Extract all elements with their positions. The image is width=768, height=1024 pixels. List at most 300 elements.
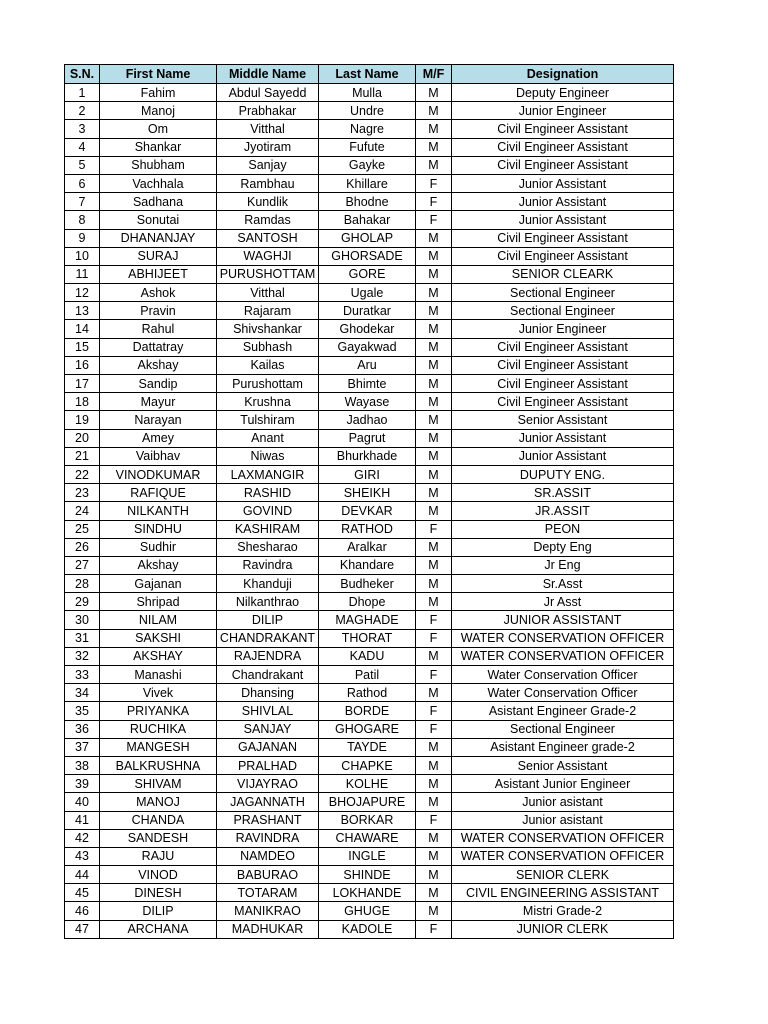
cell-last-name: KADOLE: [319, 920, 416, 938]
table-row: [65, 756, 674, 774]
cell-last-name: BORDE: [319, 702, 416, 720]
cell-sn: 43: [65, 847, 100, 865]
cell-gender: M: [416, 866, 452, 884]
cell-last-name: Gayakwad: [319, 338, 416, 356]
cell-gender: M: [416, 484, 452, 502]
cell-designation: Junior Engineer: [452, 102, 674, 120]
cell-middle-name: VIJAYRAO: [217, 775, 319, 793]
cell-designation: SENIOR CLERK: [452, 866, 674, 884]
cell-first-name: NILAM: [100, 611, 217, 629]
cell-gender: M: [416, 411, 452, 429]
cell-gender: M: [416, 793, 452, 811]
table-row: [65, 338, 674, 356]
cell-last-name: Khillare: [319, 174, 416, 192]
cell-gender: F: [416, 629, 452, 647]
cell-designation: Sectional Engineer: [452, 284, 674, 302]
cell-first-name: Narayan: [100, 411, 217, 429]
cell-sn: 16: [65, 356, 100, 374]
cell-first-name: RAJU: [100, 847, 217, 865]
cell-middle-name: Subhash: [217, 338, 319, 356]
cell-gender: M: [416, 756, 452, 774]
cell-gender: M: [416, 575, 452, 593]
cell-last-name: Jadhao: [319, 411, 416, 429]
header-middle-name: Middle Name: [217, 65, 319, 84]
cell-designation: Asistant Engineer grade-2: [452, 738, 674, 756]
cell-gender: F: [416, 666, 452, 684]
cell-middle-name: Chandrakant: [217, 666, 319, 684]
cell-gender: F: [416, 520, 452, 538]
cell-sn: 46: [65, 902, 100, 920]
table-row: [65, 320, 674, 338]
table-row: [65, 302, 674, 320]
table-row: [65, 138, 674, 156]
cell-designation: Water Conservation Officer: [452, 684, 674, 702]
cell-gender: M: [416, 320, 452, 338]
cell-middle-name: Dhansing: [217, 684, 319, 702]
table-row: [65, 902, 674, 920]
table-row: [65, 684, 674, 702]
cell-gender: M: [416, 356, 452, 374]
cell-first-name: MANGESH: [100, 738, 217, 756]
cell-gender: M: [416, 738, 452, 756]
cell-first-name: Dattatray: [100, 338, 217, 356]
cell-designation: Junior Assistant: [452, 174, 674, 192]
cell-sn: 45: [65, 884, 100, 902]
cell-middle-name: JAGANNATH: [217, 793, 319, 811]
cell-last-name: Fufute: [319, 138, 416, 156]
cell-designation: PEON: [452, 520, 674, 538]
cell-gender: M: [416, 829, 452, 847]
table-row: [65, 611, 674, 629]
cell-gender: M: [416, 138, 452, 156]
cell-last-name: SHEIKH: [319, 484, 416, 502]
cell-middle-name: WAGHJI: [217, 247, 319, 265]
cell-gender: M: [416, 502, 452, 520]
cell-last-name: Aralkar: [319, 538, 416, 556]
cell-gender: M: [416, 338, 452, 356]
cell-gender: F: [416, 811, 452, 829]
cell-first-name: Fahim: [100, 84, 217, 102]
table-row: [65, 447, 674, 465]
cell-sn: 28: [65, 575, 100, 593]
cell-gender: M: [416, 684, 452, 702]
table-row: [65, 356, 674, 374]
cell-sn: 20: [65, 429, 100, 447]
cell-first-name: Akshay: [100, 556, 217, 574]
cell-last-name: RATHOD: [319, 520, 416, 538]
cell-first-name: Pravin: [100, 302, 217, 320]
cell-sn: 25: [65, 520, 100, 538]
table-row: [65, 666, 674, 684]
cell-middle-name: MADHUKAR: [217, 920, 319, 938]
cell-middle-name: PRASHANT: [217, 811, 319, 829]
table-row: [65, 465, 674, 483]
table-row: [65, 793, 674, 811]
cell-middle-name: RAVINDRA: [217, 829, 319, 847]
cell-designation: Civil Engineer Assistant: [452, 375, 674, 393]
cell-gender: M: [416, 447, 452, 465]
cell-sn: 6: [65, 174, 100, 192]
cell-last-name: Bhimte: [319, 375, 416, 393]
cell-gender: M: [416, 156, 452, 174]
cell-last-name: INGLE: [319, 847, 416, 865]
table-row: [65, 102, 674, 120]
cell-middle-name: PURUSHOTTAM: [217, 265, 319, 283]
table-row: [65, 811, 674, 829]
table-row: [65, 720, 674, 738]
cell-middle-name: CHANDRAKANT: [217, 629, 319, 647]
table-row: [65, 375, 674, 393]
table-row: [65, 520, 674, 538]
cell-sn: 14: [65, 320, 100, 338]
cell-middle-name: Purushottam: [217, 375, 319, 393]
cell-first-name: Rahul: [100, 320, 217, 338]
table-row: [65, 156, 674, 174]
cell-last-name: Bahakar: [319, 211, 416, 229]
cell-last-name: DEVKAR: [319, 502, 416, 520]
cell-middle-name: Shesharao: [217, 538, 319, 556]
cell-middle-name: Vitthal: [217, 284, 319, 302]
cell-designation: Junior Assistant: [452, 447, 674, 465]
cell-sn: 41: [65, 811, 100, 829]
cell-middle-name: BABURAO: [217, 866, 319, 884]
cell-designation: Asistant Junior Engineer: [452, 775, 674, 793]
header-sn: S.N.: [65, 65, 100, 84]
table-body: [65, 84, 674, 939]
cell-first-name: SINDHU: [100, 520, 217, 538]
cell-designation: Junior Assistant: [452, 211, 674, 229]
table-row: [65, 265, 674, 283]
cell-middle-name: Ravindra: [217, 556, 319, 574]
staff-table: [64, 64, 674, 939]
cell-designation: SR.ASSIT: [452, 484, 674, 502]
table-row: [65, 556, 674, 574]
cell-sn: 36: [65, 720, 100, 738]
cell-last-name: Nagre: [319, 120, 416, 138]
cell-last-name: Gayke: [319, 156, 416, 174]
header-first-name: First Name: [100, 65, 217, 84]
cell-designation: Civil Engineer Assistant: [452, 247, 674, 265]
cell-last-name: Wayase: [319, 393, 416, 411]
cell-middle-name: Anant: [217, 429, 319, 447]
table-row: [65, 629, 674, 647]
cell-sn: 3: [65, 120, 100, 138]
cell-designation: CIVIL ENGINEERING ASSISTANT: [452, 884, 674, 902]
cell-sn: 2: [65, 102, 100, 120]
cell-last-name: Bhodne: [319, 193, 416, 211]
table-row: [65, 502, 674, 520]
cell-last-name: Ghodekar: [319, 320, 416, 338]
cell-designation: SENIOR CLEARK: [452, 265, 674, 283]
cell-middle-name: Abdul Sayedd: [217, 84, 319, 102]
cell-middle-name: KASHIRAM: [217, 520, 319, 538]
cell-first-name: Vaibhav: [100, 447, 217, 465]
table-row: [65, 920, 674, 938]
cell-middle-name: MANIKRAO: [217, 902, 319, 920]
cell-first-name: VINODKUMAR: [100, 465, 217, 483]
cell-middle-name: Niwas: [217, 447, 319, 465]
cell-designation: Civil Engineer Assistant: [452, 393, 674, 411]
cell-middle-name: TOTARAM: [217, 884, 319, 902]
cell-first-name: VINOD: [100, 866, 217, 884]
cell-designation: WATER CONSERVATION OFFICER: [452, 829, 674, 847]
cell-sn: 33: [65, 666, 100, 684]
cell-last-name: THORAT: [319, 629, 416, 647]
cell-sn: 23: [65, 484, 100, 502]
cell-first-name: SAKSHI: [100, 629, 217, 647]
cell-last-name: Aru: [319, 356, 416, 374]
cell-sn: 38: [65, 756, 100, 774]
cell-middle-name: Jyotiram: [217, 138, 319, 156]
cell-first-name: BALKRUSHNA: [100, 756, 217, 774]
cell-sn: 39: [65, 775, 100, 793]
table-row: [65, 229, 674, 247]
cell-sn: 18: [65, 393, 100, 411]
cell-sn: 31: [65, 629, 100, 647]
cell-last-name: Undre: [319, 102, 416, 120]
cell-designation: Mistri Grade-2: [452, 902, 674, 920]
cell-first-name: Ashok: [100, 284, 217, 302]
cell-designation: Jr Eng: [452, 556, 674, 574]
cell-designation: Sectional Engineer: [452, 720, 674, 738]
cell-last-name: Khandare: [319, 556, 416, 574]
cell-sn: 47: [65, 920, 100, 938]
cell-gender: M: [416, 375, 452, 393]
cell-middle-name: Rajaram: [217, 302, 319, 320]
cell-gender: M: [416, 465, 452, 483]
cell-sn: 22: [65, 465, 100, 483]
cell-last-name: CHAPKE: [319, 756, 416, 774]
cell-first-name: Manoj: [100, 102, 217, 120]
table-row: [65, 84, 674, 102]
header-row: [65, 65, 674, 84]
header-designation: Designation: [452, 65, 674, 84]
cell-first-name: Shubham: [100, 156, 217, 174]
cell-last-name: Pagrut: [319, 429, 416, 447]
cell-first-name: Shripad: [100, 593, 217, 611]
cell-last-name: CHAWARE: [319, 829, 416, 847]
cell-middle-name: GOVIND: [217, 502, 319, 520]
cell-first-name: RUCHIKA: [100, 720, 217, 738]
cell-gender: M: [416, 429, 452, 447]
cell-first-name: ARCHANA: [100, 920, 217, 938]
cell-gender: F: [416, 211, 452, 229]
cell-designation: JUNIOR ASSISTANT: [452, 611, 674, 629]
cell-middle-name: RASHID: [217, 484, 319, 502]
cell-sn: 1: [65, 84, 100, 102]
cell-middle-name: Prabhakar: [217, 102, 319, 120]
cell-first-name: AKSHAY: [100, 647, 217, 665]
cell-designation: Civil Engineer Assistant: [452, 156, 674, 174]
cell-first-name: Sudhir: [100, 538, 217, 556]
cell-designation: Asistant Engineer Grade-2: [452, 702, 674, 720]
cell-middle-name: Shivshankar: [217, 320, 319, 338]
cell-designation: Civil Engineer Assistant: [452, 120, 674, 138]
cell-sn: 27: [65, 556, 100, 574]
cell-first-name: Om: [100, 120, 217, 138]
cell-first-name: Sadhana: [100, 193, 217, 211]
table-row: [65, 593, 674, 611]
cell-designation: Junior Assistant: [452, 429, 674, 447]
header-last-name: Last Name: [319, 65, 416, 84]
cell-gender: M: [416, 84, 452, 102]
cell-designation: WATER CONSERVATION OFFICER: [452, 647, 674, 665]
table-row: [65, 174, 674, 192]
cell-gender: M: [416, 647, 452, 665]
cell-gender: F: [416, 611, 452, 629]
cell-gender: M: [416, 393, 452, 411]
table-row: [65, 702, 674, 720]
cell-last-name: Patil: [319, 666, 416, 684]
table-row: [65, 484, 674, 502]
table-row: [65, 247, 674, 265]
cell-designation: Junior asistant: [452, 793, 674, 811]
table-row: [65, 575, 674, 593]
cell-middle-name: Ramdas: [217, 211, 319, 229]
table-row: [65, 411, 674, 429]
cell-middle-name: Tulshiram: [217, 411, 319, 429]
cell-designation: JUNIOR CLERK: [452, 920, 674, 938]
cell-first-name: Shankar: [100, 138, 217, 156]
cell-sn: 11: [65, 265, 100, 283]
cell-middle-name: PRALHAD: [217, 756, 319, 774]
cell-last-name: GHOLAP: [319, 229, 416, 247]
cell-last-name: Ugale: [319, 284, 416, 302]
cell-sn: 13: [65, 302, 100, 320]
cell-first-name: SHIVAM: [100, 775, 217, 793]
table-row: [65, 284, 674, 302]
cell-middle-name: SHIVLAL: [217, 702, 319, 720]
cell-last-name: GHORSADE: [319, 247, 416, 265]
cell-last-name: KOLHE: [319, 775, 416, 793]
cell-sn: 17: [65, 375, 100, 393]
cell-first-name: Sandip: [100, 375, 217, 393]
cell-sn: 34: [65, 684, 100, 702]
cell-sn: 5: [65, 156, 100, 174]
table-row: [65, 775, 674, 793]
cell-gender: F: [416, 193, 452, 211]
cell-gender: M: [416, 593, 452, 611]
cell-first-name: Vachhala: [100, 174, 217, 192]
cell-last-name: MAGHADE: [319, 611, 416, 629]
cell-last-name: Budheker: [319, 575, 416, 593]
cell-gender: M: [416, 102, 452, 120]
cell-designation: Senior Assistant: [452, 411, 674, 429]
cell-last-name: GIRI: [319, 465, 416, 483]
cell-gender: M: [416, 847, 452, 865]
table-row: [65, 829, 674, 847]
cell-first-name: SANDESH: [100, 829, 217, 847]
table-row: [65, 429, 674, 447]
cell-last-name: TAYDE: [319, 738, 416, 756]
cell-designation: Junior Assistant: [452, 193, 674, 211]
table-row: [65, 120, 674, 138]
cell-middle-name: Rambhau: [217, 174, 319, 192]
cell-designation: JR.ASSIT: [452, 502, 674, 520]
cell-designation: Junior Engineer: [452, 320, 674, 338]
cell-designation: Sectional Engineer: [452, 302, 674, 320]
cell-middle-name: Nilkanthrao: [217, 593, 319, 611]
cell-middle-name: Vitthal: [217, 120, 319, 138]
cell-first-name: CHANDA: [100, 811, 217, 829]
cell-sn: 12: [65, 284, 100, 302]
cell-middle-name: Krushna: [217, 393, 319, 411]
table-row: [65, 866, 674, 884]
cell-gender: M: [416, 302, 452, 320]
cell-first-name: Mayur: [100, 393, 217, 411]
cell-gender: M: [416, 120, 452, 138]
cell-sn: 10: [65, 247, 100, 265]
cell-last-name: SHINDE: [319, 866, 416, 884]
cell-gender: M: [416, 884, 452, 902]
cell-first-name: Manashi: [100, 666, 217, 684]
cell-first-name: RAFIQUE: [100, 484, 217, 502]
cell-sn: 32: [65, 647, 100, 665]
cell-sn: 44: [65, 866, 100, 884]
cell-first-name: DILIP: [100, 902, 217, 920]
cell-sn: 21: [65, 447, 100, 465]
cell-sn: 8: [65, 211, 100, 229]
cell-middle-name: Kundlik: [217, 193, 319, 211]
cell-designation: Civil Engineer Assistant: [452, 356, 674, 374]
cell-sn: 9: [65, 229, 100, 247]
cell-last-name: GORE: [319, 265, 416, 283]
cell-sn: 40: [65, 793, 100, 811]
cell-middle-name: NAMDEO: [217, 847, 319, 865]
cell-last-name: Mulla: [319, 84, 416, 102]
cell-gender: F: [416, 720, 452, 738]
cell-designation: Senior Assistant: [452, 756, 674, 774]
cell-first-name: MANOJ: [100, 793, 217, 811]
cell-last-name: BORKAR: [319, 811, 416, 829]
cell-last-name: Duratkar: [319, 302, 416, 320]
cell-designation: DUPUTY ENG.: [452, 465, 674, 483]
cell-middle-name: Khanduji: [217, 575, 319, 593]
cell-sn: 4: [65, 138, 100, 156]
cell-sn: 35: [65, 702, 100, 720]
cell-first-name: SURAJ: [100, 247, 217, 265]
cell-designation: WATER CONSERVATION OFFICER: [452, 629, 674, 647]
cell-sn: 26: [65, 538, 100, 556]
cell-designation: Junior asistant: [452, 811, 674, 829]
cell-designation: Water Conservation Officer: [452, 666, 674, 684]
cell-last-name: BHOJAPURE: [319, 793, 416, 811]
cell-first-name: Sonutai: [100, 211, 217, 229]
cell-designation: WATER CONSERVATION OFFICER: [452, 847, 674, 865]
cell-last-name: Dhope: [319, 593, 416, 611]
cell-gender: M: [416, 247, 452, 265]
cell-first-name: NILKANTH: [100, 502, 217, 520]
cell-sn: 15: [65, 338, 100, 356]
cell-first-name: Gajanan: [100, 575, 217, 593]
cell-designation: Deputy Engineer: [452, 84, 674, 102]
cell-middle-name: LAXMANGIR: [217, 465, 319, 483]
cell-designation: Civil Engineer Assistant: [452, 229, 674, 247]
cell-last-name: Rathod: [319, 684, 416, 702]
cell-first-name: ABHIJEET: [100, 265, 217, 283]
table-row: [65, 393, 674, 411]
cell-gender: M: [416, 265, 452, 283]
cell-sn: 29: [65, 593, 100, 611]
cell-first-name: Akshay: [100, 356, 217, 374]
table-row: [65, 538, 674, 556]
cell-gender: F: [416, 174, 452, 192]
cell-last-name: KADU: [319, 647, 416, 665]
cell-sn: 42: [65, 829, 100, 847]
cell-designation: Jr Asst: [452, 593, 674, 611]
header-gender: M/F: [416, 65, 452, 84]
cell-last-name: GHOGARE: [319, 720, 416, 738]
